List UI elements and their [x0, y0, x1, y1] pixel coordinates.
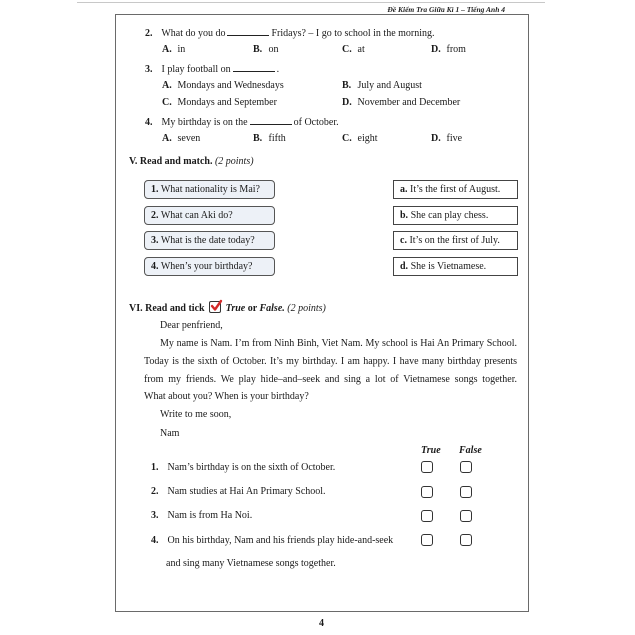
- statement-3-false-checkbox[interactable]: [460, 510, 472, 522]
- statement-1: 1. Nam’s birthday is on the sixth of October.: [151, 462, 336, 473]
- match-answer-a: a. It’s the first of August.: [393, 180, 518, 199]
- letter-line-3: from my friends. We play hide–and–seek and sing a lot of Vietnamese songs together.: [144, 374, 517, 385]
- section-vi-title: VI. Read and tick True or False. (2 points): [129, 303, 326, 314]
- checkmark-icon: [209, 301, 221, 313]
- statement-4-false-checkbox[interactable]: [460, 534, 472, 546]
- option-2d: D. from: [431, 44, 466, 55]
- match-question-2: 2. What can Aki do?: [144, 206, 275, 225]
- option-2b: B. on: [253, 44, 279, 55]
- option-3b: B. July and August: [342, 80, 422, 91]
- option-3c: C. Mondays and September: [162, 97, 277, 108]
- statement-4-continuation: and sing many Vietnamese songs together.: [166, 558, 336, 569]
- question-3: 3. I play football on .: [145, 64, 280, 75]
- section-v-title: V. Read and match. (2 points): [129, 156, 254, 167]
- answer-blank: [250, 115, 292, 125]
- match-answer-d: d. She is Vietnamese.: [393, 257, 518, 276]
- running-header: Đề Kiểm Tra Giữa Kì 1 – Tiếng Anh 4: [387, 5, 505, 14]
- statement-1-true-checkbox[interactable]: [421, 461, 433, 473]
- top-rule: [77, 2, 545, 3]
- match-question-1: 1. What nationality is Mai?: [144, 180, 275, 199]
- true-column-header: True: [421, 445, 441, 456]
- option-2a: A. in: [162, 44, 186, 55]
- question-2: 2. What do you do Fridays? – I go to school in the morning.: [145, 28, 435, 39]
- letter-line-2: Today is the sixth of October. It’s my birthday. I am happy. I have many birthday presents: [144, 356, 517, 367]
- letter-line-1: My name is Nam. I’m from Ninh Binh, Viet Nam. My school is Hai An Primary School.: [160, 338, 517, 349]
- false-column-header: False: [459, 445, 482, 456]
- statement-2-true-checkbox[interactable]: [421, 486, 433, 498]
- option-4c: C. eight: [342, 133, 378, 144]
- option-3d: D. November and December: [342, 97, 461, 108]
- statement-4-true-checkbox[interactable]: [421, 534, 433, 546]
- statement-2: 2. Nam studies at Hai An Primary School.: [151, 486, 326, 497]
- page-number: 4: [319, 618, 324, 629]
- letter-closing: Write to me soon,: [160, 409, 232, 420]
- match-answer-c: c. It’s on the first of July.: [393, 231, 518, 250]
- option-4d: D. five: [431, 133, 463, 144]
- match-answer-b: b. She can play chess.: [393, 206, 518, 225]
- statement-4: 4. On his birthday, Nam and his friends play hide-and-seek: [151, 535, 394, 546]
- statement-2-false-checkbox[interactable]: [460, 486, 472, 498]
- statement-3: 3. Nam is from Ha Noi.: [151, 510, 253, 521]
- option-2c: C. at: [342, 44, 365, 55]
- statement-1-false-checkbox[interactable]: [460, 461, 472, 473]
- option-3a: A. Mondays and Wednesdays: [162, 80, 284, 91]
- answer-blank: [227, 26, 269, 36]
- match-question-4: 4. When’s your birthday?: [144, 257, 275, 276]
- match-question-3: 3. What is the date today?: [144, 231, 275, 250]
- letter-line-4: What about you? When is your birthday?: [144, 391, 309, 402]
- letter-greeting: Dear penfriend,: [160, 320, 223, 331]
- answer-blank: [233, 62, 275, 72]
- statement-3-true-checkbox[interactable]: [421, 510, 433, 522]
- option-4b: B. fifth: [253, 133, 286, 144]
- option-4a: A. seven: [162, 133, 201, 144]
- letter-signature: Nam: [160, 428, 180, 439]
- question-4: 4. My birthday is on the of October.: [145, 117, 339, 128]
